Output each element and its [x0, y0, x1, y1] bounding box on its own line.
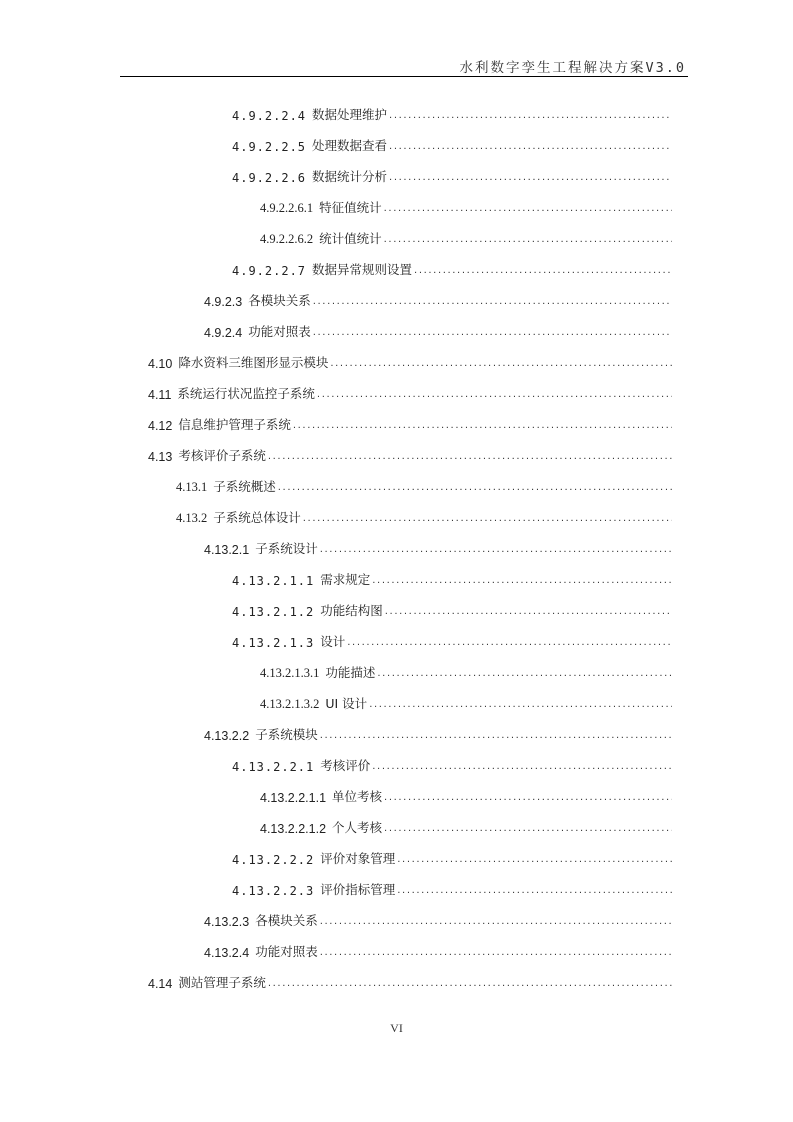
toc-entry[interactable] [232, 630, 672, 650]
dot-leader [384, 791, 672, 805]
dot-leader [389, 109, 672, 123]
toc-entry-number: 4.13 [148, 450, 173, 464]
toc-entry-number: 4.13.2.3 [204, 915, 250, 929]
toc-entry-number: 4.9.2.2.6 [232, 171, 307, 185]
toc-entry-title: 数据统计分析 [312, 169, 388, 184]
dot-leader [384, 822, 672, 836]
dot-leader [330, 357, 672, 371]
toc-entry-number: 4.13.2.2.1.1 [260, 791, 327, 805]
page-number: VI [390, 1021, 403, 1035]
dot-leader [372, 574, 672, 588]
toc-entry-number: 4.9.2.2.7 [232, 264, 307, 278]
toc-entry[interactable] [232, 599, 672, 619]
toc-entry-title: 数据异常规则设置 [312, 262, 413, 277]
toc-entry-title: 系统运行状况监控子系统 [177, 386, 315, 401]
toc-entry[interactable] [204, 289, 672, 309]
toc-entry-title: 统计值统计 [319, 231, 382, 246]
dot-leader [369, 698, 672, 712]
toc-entry[interactable] [148, 351, 672, 371]
toc-entry-number: 4.9.2.3 [204, 295, 243, 309]
toc-entry-number: 4.9.2.2.5 [232, 140, 307, 154]
toc-entry-number: 4.10 [148, 357, 173, 371]
toc-entry-title: 考核评价 [320, 758, 371, 773]
toc-entry-number: 4.13.2.1.3.1 [260, 666, 320, 680]
dot-leader [268, 977, 672, 991]
toc-entry-number: 4.13.2.2.3 [232, 884, 315, 898]
toc-entry-title: 信息维护管理子系统 [178, 417, 291, 432]
toc-entry-title: 测站管理子系统 [178, 975, 266, 990]
toc-entry-number: 4.9.2.2.4 [232, 109, 307, 123]
dot-leader [320, 543, 672, 557]
toc-entry-number: 4.13.2.2 [204, 729, 250, 743]
toc-entry[interactable] [260, 692, 672, 712]
dot-leader [278, 481, 672, 495]
toc-entry-title: 处理数据查看 [312, 138, 388, 153]
toc-entry[interactable] [260, 816, 672, 836]
dot-leader [385, 605, 672, 619]
toc-entry-number: 4.12 [148, 419, 173, 433]
dot-leader [313, 295, 672, 309]
toc-entry[interactable] [232, 134, 672, 154]
dot-leader [384, 202, 672, 216]
dot-leader [317, 388, 672, 402]
toc-entry-number: 4.9.2.4 [204, 326, 243, 340]
toc-entry[interactable] [148, 971, 672, 991]
toc-entry-title: 子系统设计 [255, 541, 318, 556]
toc-entry-title: 评价指标管理 [320, 882, 396, 897]
dot-leader [313, 326, 672, 340]
toc-entry[interactable] [260, 196, 672, 216]
toc-entry-title: 各模块关系 [255, 913, 318, 928]
dot-leader [268, 450, 672, 464]
toc-entry-title: 特征值统计 [319, 200, 382, 215]
toc-entry[interactable] [232, 258, 672, 278]
toc-entry-number: 4.9.2.2.6.2 [260, 232, 314, 246]
dot-leader [320, 946, 672, 960]
toc-entry-number: 4.14 [148, 977, 173, 991]
toc-entry-number: 4.13.2.1.3 [232, 636, 315, 650]
toc-entry-number: 4.13.2.4 [204, 946, 250, 960]
dot-leader [372, 760, 672, 774]
dot-leader [347, 636, 672, 650]
toc-entry[interactable] [232, 878, 672, 898]
toc-entry-title: 考核评价子系统 [178, 448, 266, 463]
toc-entry[interactable] [176, 506, 672, 526]
toc-entry[interactable] [232, 103, 672, 123]
dot-leader [320, 915, 672, 929]
toc-entry-number: 4.13.1 [176, 480, 208, 494]
toc-entry[interactable] [232, 568, 672, 588]
toc-entry-title: 子系统概述 [213, 479, 276, 494]
dot-leader [414, 264, 672, 278]
toc-entry[interactable] [204, 537, 672, 557]
toc-entry[interactable] [260, 661, 672, 681]
toc-entry[interactable] [204, 940, 672, 960]
toc-entry-title: 个人考核 [332, 820, 383, 835]
dot-leader [377, 667, 672, 681]
toc-entry[interactable] [204, 909, 672, 929]
dot-leader [397, 853, 672, 867]
toc-entry[interactable] [232, 754, 672, 774]
toc-entry-title: UI 设计 [325, 696, 368, 711]
dot-leader [303, 512, 672, 526]
toc-entry-number: 4.13.2.2.1 [232, 760, 315, 774]
toc-entry-title: 功能对照表 [248, 324, 311, 339]
dot-leader [320, 729, 672, 743]
toc-entry[interactable] [204, 723, 672, 743]
toc-entry-number: 4.13.2.1.3.2 [260, 697, 320, 711]
toc-entry-number: 4.13.2.1 [204, 543, 250, 557]
toc-entry-title: 功能结构图 [320, 603, 383, 618]
toc-entry[interactable] [232, 847, 672, 867]
toc-entry[interactable] [232, 165, 672, 185]
dot-leader [384, 233, 672, 247]
toc-entry-title: 子系统总体设计 [213, 510, 301, 525]
toc-entry-title: 功能描述 [325, 665, 376, 680]
toc-entry[interactable] [260, 785, 672, 805]
dot-leader [389, 140, 672, 154]
dot-leader [293, 419, 672, 433]
toc-entry-number: 4.13.2 [176, 511, 208, 525]
toc-entry-title: 单位考核 [332, 789, 383, 804]
dot-leader [389, 171, 672, 185]
toc-entry-number: 4.13.2.2.1.2 [260, 822, 327, 836]
toc-entry-number: 4.13.2.2.2 [232, 853, 315, 867]
toc-entry-title: 降水资料三维图形显示模块 [178, 355, 329, 370]
page-header [120, 56, 688, 77]
toc-entry-title: 需求规定 [320, 572, 371, 587]
toc-entry[interactable] [176, 475, 672, 495]
document-title: 水利数字孪生工程解决方案V3.0 [459, 60, 686, 76]
toc-entry[interactable] [260, 227, 672, 247]
toc-entry-number: 4.13.2.1.2 [232, 605, 315, 619]
toc-entry-title: 评价对象管理 [320, 851, 396, 866]
toc-entry[interactable] [148, 413, 672, 433]
toc-entry[interactable] [148, 382, 672, 402]
toc-entry-title: 子系统模块 [255, 727, 318, 742]
toc-entry[interactable] [204, 320, 672, 340]
toc-entry[interactable] [148, 444, 672, 464]
toc-entry-title: 功能对照表 [255, 944, 318, 959]
toc-entry-number: 4.11 [148, 388, 172, 402]
toc-entry-title: 数据处理维护 [312, 107, 388, 122]
toc-entry-number: 4.13.2.1.1 [232, 574, 315, 588]
toc-entry-title: 设计 [320, 634, 346, 649]
toc-entry-title: 各模块关系 [248, 293, 311, 308]
toc-entry-number: 4.9.2.2.6.1 [260, 201, 314, 215]
dot-leader [397, 884, 672, 898]
